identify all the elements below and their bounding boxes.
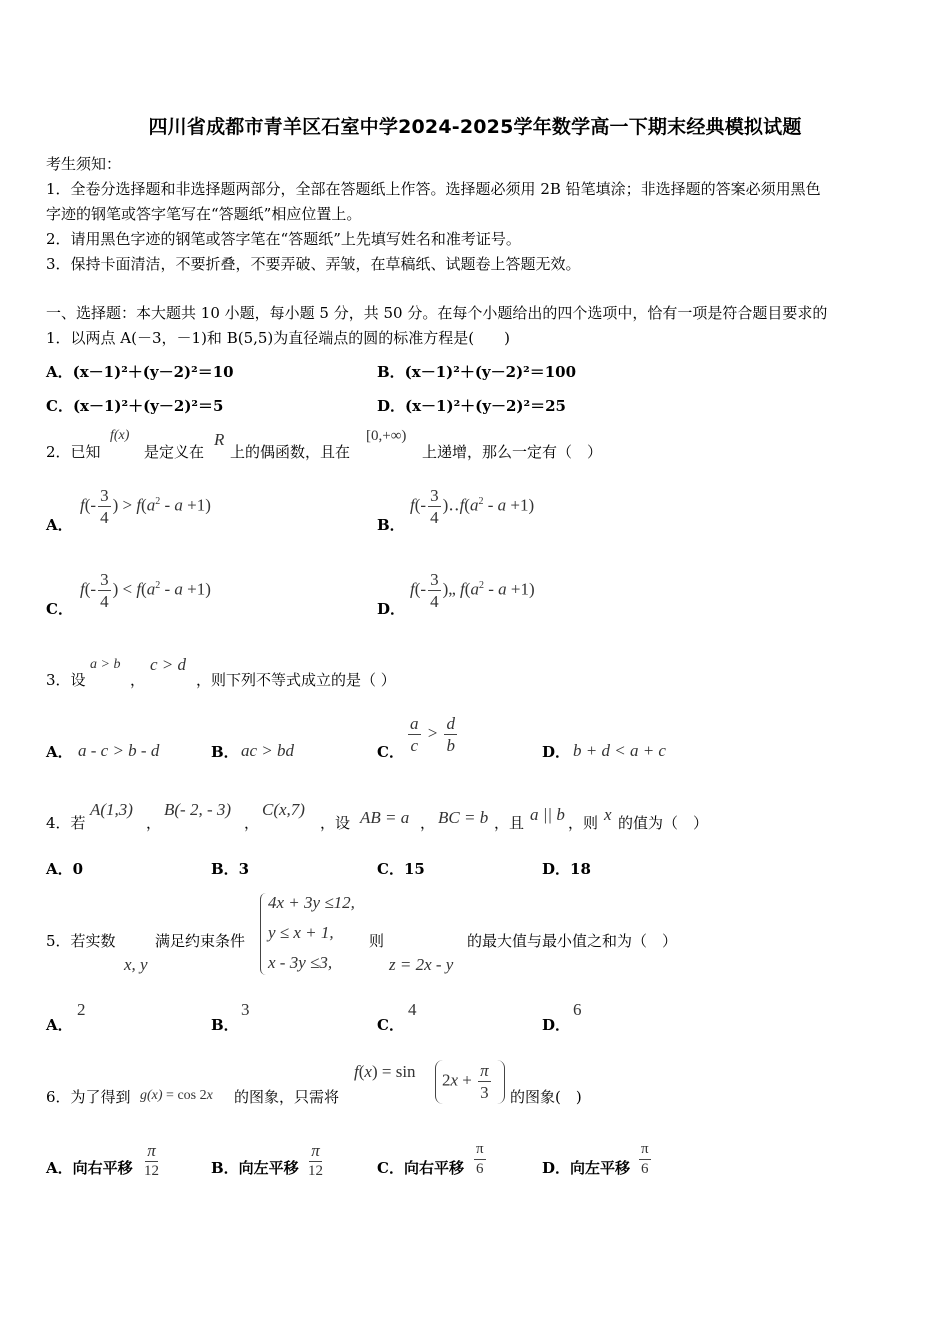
q3-option-a[interactable]: a - c > b - d — [78, 741, 160, 760]
q5-label-b[interactable]: B． — [211, 1016, 239, 1034]
q4-tail: 的值为（ ） — [618, 814, 709, 832]
q5-mid: 满足约束条件 — [155, 932, 246, 950]
q4-point-c: C(x,7) — [262, 800, 305, 819]
q2-mid2: 上的偶函数，且在 — [230, 443, 351, 461]
q3-cond1: a > b — [90, 657, 121, 672]
q6-label-c[interactable]: C．向右平移 — [377, 1159, 464, 1177]
q3-num: 3．设 — [46, 671, 86, 689]
q5-option-b[interactable]: 3 — [241, 1000, 250, 1019]
q2-option-b[interactable]: f(- $\frac{3}{4}$ )$‥f(a^2 - a +1)$ — [410, 486, 535, 527]
q4-vector-bc: BC = b — [438, 808, 489, 827]
notice-line-1a: 1．全卷分选择题和非选择题两部分，全部在答题纸上作答。选择题必须用 2B 铅笔填涂；非选择题的答案必须用黑色 — [46, 180, 821, 198]
q2-label-a[interactable]: A． — [46, 516, 73, 534]
q1-option-d[interactable]: D．(x－1)²＋(y－2)²＝25 — [377, 397, 566, 415]
q6-option-c[interactable]: $\frac{\pi}{6}$ — [476, 1141, 484, 1177]
q4-mid3: ，则 — [568, 814, 599, 832]
q4-parallel: a || b — [530, 805, 565, 824]
q6-option-b[interactable]: $\frac{\pi}{12}$ — [308, 1141, 323, 1179]
q3-option-d[interactable]: b + d < a + c — [573, 741, 666, 760]
q5-num: 5．若实数 — [46, 932, 116, 950]
q4-option-b[interactable]: B．3 — [211, 860, 250, 878]
q6-gx: g(x) = cos 2x — [140, 1088, 213, 1103]
q1-option-c[interactable]: C．(x－1)²＋(y－2)²＝5 — [46, 397, 224, 415]
q4-option-a[interactable]: A．0 — [46, 860, 84, 878]
notice-line-1b: 字迹的钢笔或答字笔写在“答题纸”相应位置上。 — [46, 205, 362, 223]
q2-label-c[interactable]: C． — [46, 600, 73, 618]
q6-num: 6．为了得到 — [46, 1088, 131, 1106]
q5-label-c[interactable]: C． — [377, 1016, 404, 1034]
notice-line-2: 2．请用黑色字迹的钢笔或答字笔在“答题纸”上先填写姓名和准考证号。 — [46, 230, 521, 248]
q4-point-a: A(1,3) — [90, 800, 133, 819]
q2-fx: f(x) — [110, 428, 130, 443]
q3-tail: ，则下列不等式成立的是（ ） — [196, 671, 396, 689]
q2-mid1: 是定义在 — [144, 443, 205, 461]
q5-objective: z = 2x - y — [389, 955, 454, 974]
q6-label-a[interactable]: A．向右平移 — [46, 1159, 133, 1177]
q6-label-b[interactable]: B．向左平移 — [211, 1159, 299, 1177]
q1-option-a[interactable]: A．(x－1)²＋(y－2)²＝10 — [46, 363, 234, 381]
q3-sep: ， — [130, 671, 146, 689]
q5-tail: 的最大值与最小值之和为（ ） — [467, 932, 678, 950]
q4-vector-ab: AB = a — [360, 808, 410, 827]
q1-option-b[interactable]: B．(x－1)²＋(y－2)²＝100 — [377, 363, 577, 381]
q5-option-c[interactable]: 4 — [408, 1000, 417, 1019]
q2-option-d[interactable]: f(- $\frac{3}{4}$ )„ $f(a^2 - a +1)$ — [410, 570, 535, 611]
q3-label-a[interactable]: A． — [46, 743, 73, 761]
q6-mid: 的图象，只需将 — [234, 1088, 340, 1106]
q4-x: x — [604, 805, 612, 824]
q4-mid2: ，且 — [494, 814, 525, 832]
notice-heading: 考生须知： — [46, 155, 122, 173]
q5-then: 则 — [369, 932, 385, 950]
q4-option-d[interactable]: D．18 — [542, 860, 591, 878]
q6-fx: f(x) = sin — [354, 1062, 416, 1081]
q2-label-b[interactable]: B． — [377, 516, 405, 534]
q6-fx-arg: 2x + $\frac{\pi}{3}$ — [442, 1061, 489, 1102]
q2-interval: [0,+∞) — [366, 428, 407, 444]
q4-num: 4．若 — [46, 814, 86, 832]
q6-label-d[interactable]: D．向左平移 — [542, 1159, 631, 1177]
q2-r: R — [214, 430, 225, 449]
q2-option-c[interactable]: f(- $\frac{3}{4}$ ) < $f(a^2 - a +1)$ — [80, 570, 211, 611]
q5-constraint-1: 4x + 3y ≤12, — [268, 893, 355, 912]
q4-mid1: ，设 — [320, 814, 351, 832]
q3-label-c[interactable]: C． — [377, 743, 404, 761]
q3-cond2: c > d — [150, 655, 187, 674]
q5-option-d[interactable]: 6 — [573, 1000, 582, 1019]
q3-label-b[interactable]: B． — [211, 743, 239, 761]
q5-label-a[interactable]: A． — [46, 1016, 73, 1034]
q5-label-d[interactable]: D． — [542, 1016, 571, 1034]
q1-stem: 1．以两点 A(－3，－1)和 B(5,5)为直径端点的圆的标准方程是( ) — [46, 329, 510, 347]
q2-num: 2．已知 — [46, 443, 101, 461]
q6-option-d[interactable]: $\frac{\pi}{6}$ — [641, 1141, 649, 1177]
q3-label-d[interactable]: D． — [542, 743, 571, 761]
q4-point-b: B(- 2, - 3) — [164, 800, 232, 819]
q5-brace — [260, 893, 267, 975]
q4-option-c[interactable]: C．15 — [377, 860, 425, 878]
q5-constraint-3: x - 3y ≤3, — [268, 953, 333, 972]
section-heading: 一、选择题：本大题共 10 小题，每小题 5 分，共 50 分。在每个小题给出的四个选项中，恰有一项是符合题目要求的 — [46, 304, 828, 322]
q5-option-a[interactable]: 2 — [77, 1000, 86, 1019]
q2-tail: 上递增，那么一定有（ ） — [422, 443, 603, 461]
notice-line-3: 3．保持卡面清洁，不要折叠，不要弄破、弄皱，在草稿纸、试题卷上答题无效。 — [46, 255, 581, 273]
q3-option-c[interactable]: $\frac{a}{c}$ > $\frac{d}{b}$ — [410, 714, 455, 755]
q6-tail: 的图象( ) — [510, 1088, 582, 1106]
q5-vars: x, y — [124, 955, 148, 974]
q6-option-a[interactable]: $\frac{\pi}{12}$ — [144, 1141, 159, 1179]
q5-constraint-2: y ≤ x + 1, — [268, 923, 334, 942]
q2-option-a[interactable]: f(- $\frac{3}{4}$ ) > $f(a^2 - a +1)$ — [80, 486, 211, 527]
q2-label-d[interactable]: D． — [377, 600, 406, 618]
q3-option-b[interactable]: ac > bd — [241, 741, 295, 760]
page-title: 四川省成都市青羊区石室中学2024-2025学年数学高一下期末经典模拟试题 — [148, 116, 802, 138]
